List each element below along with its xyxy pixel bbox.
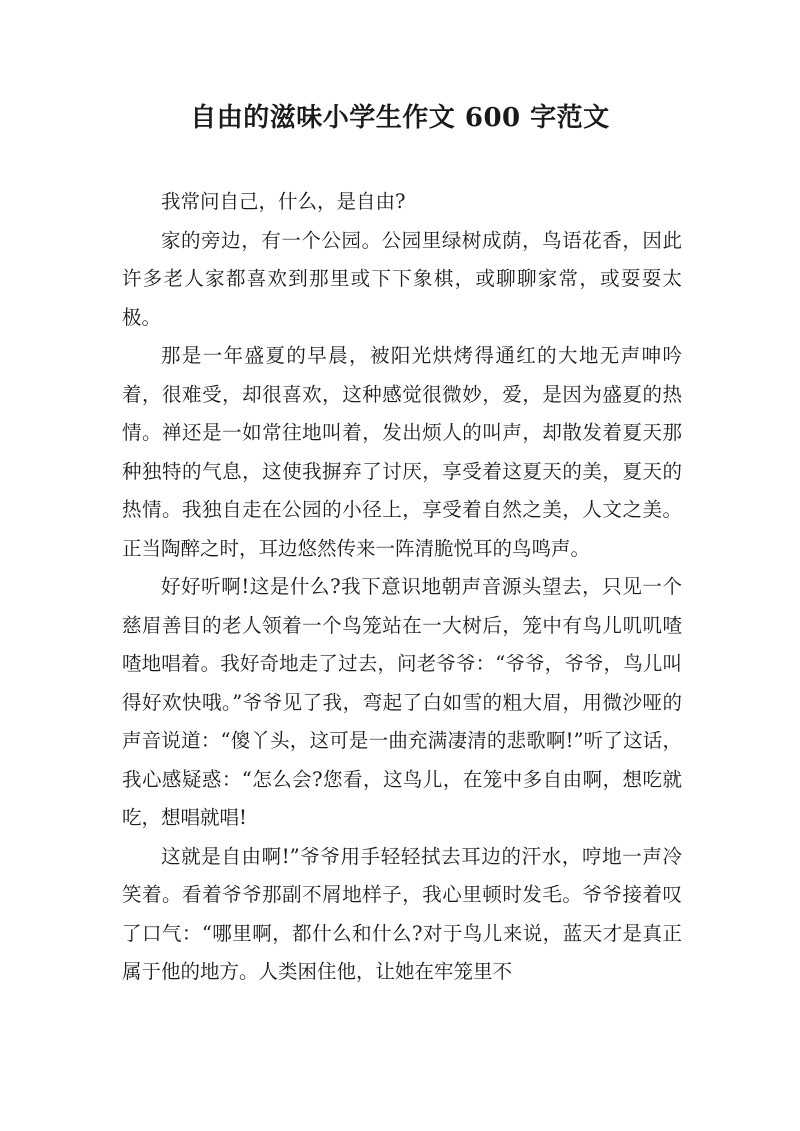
paragraph-3: 那是一年盛夏的早晨，被阳光烘烤得通红的大地无声呻吟着，很难受，却很喜欢，这种感觉很微妙，爱，是因为盛夏的热情。禅还是一如常往地叫着，发出烦人的叫声，却散发着夏天那种独特的气息，这使我摒弃了讨厌，享受着这夏天的美，夏天的热情。我独自走在公园的小径上，享受着自然之美，人文之美。正当陶醉之时，耳边悠然传来一阵清脆悦耳的鸟鸣声。 — [122, 344, 682, 560]
paragraph-1: 我常问自己，什么，是自由? — [161, 190, 406, 213]
document-body — [122, 183, 682, 992]
paragraph-5: 这就是自由啊!”爷爷用手轻轻拭去耳边的汗水，哼地一声冷笑着。看着爷爷那副不屑地样子，我心里顿时发毛。爷爷接着叹了口气：“哪里啊，都什么和什么?对于鸟儿来说，蓝天才是真正属于他的地方。人类困住他，让她在牢笼里不 — [122, 844, 682, 983]
paragraph-4: 好好听啊!这是什么?我下意识地朝声音源头望去，只见一个慈眉善目的老人领着一个鸟笼站在一大树后，笼中有鸟儿叽叽喳喳地唱着。我好奇地走了过去，问老爷爷：“爷爷，爷爷，鸟儿叫得好欢快哦。”爷爷见了我，弯起了白如雪的粗大眉，用微沙哑的声音说道：“傻丫头，这可是一曲充满凄清的悲歌啊!”听了这话，我心感疑惑：“怎么会?您看，这鸟儿，在笼中多自由啊，想吃就吃，想唱就唱! — [122, 575, 682, 829]
document-title: 自由的滋味小学生作文 600 字范文 — [190, 103, 610, 133]
paragraph-2: 家的旁边，有一个公园。公园里绿树成荫，鸟语花香，因此许多老人家都喜欢到那里或下下象棋，或聊聊家常，或耍耍太极。 — [122, 228, 682, 329]
